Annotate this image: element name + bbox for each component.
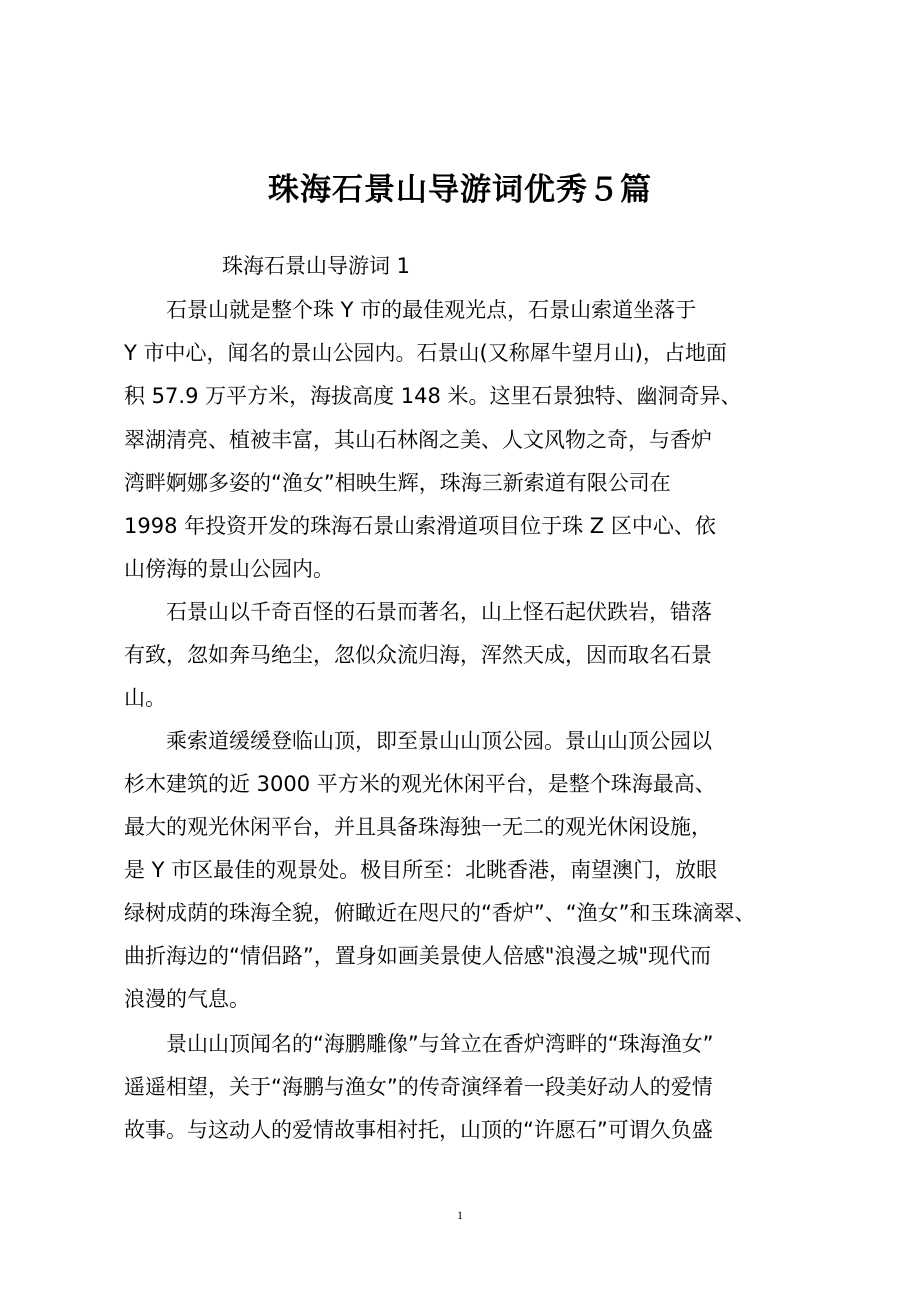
text-line: 浪漫的气息。 (124, 987, 250, 1011)
text-line: 石景山以千奇百怪的石景而著名，山上怪石起伏跌岩，错落 (124, 600, 712, 624)
document-title: 珠海石景山导游词优秀５篇 (268, 172, 652, 208)
text-line: 积 57.9 万平方米，海拔高度 148 米。这里石景独特、幽洞奇异、 (124, 384, 742, 408)
text-line: 山。 (124, 686, 166, 710)
text-line: 是 Y 市区最佳的观景处。极目所至：北眺香港，南望澳门，放眼 (124, 858, 718, 882)
page-number: 1 (457, 1208, 463, 1222)
text-line: 山傍海的景山公园内。 (124, 557, 334, 581)
text-line: 景山山顶闻名的“海鹏雕像”与耸立在香炉湾畔的“珠海渔女” (124, 1032, 714, 1056)
text-line: 翠湖清亮、植被丰富，其山石林阁之美、人文风物之奇，与香炉 (124, 428, 712, 452)
text-line: 石景山就是整个珠 Y 市的最佳观光点，石景山索道坐落于 (124, 298, 697, 322)
text-line: 湾畔婀娜多姿的“渔女”相映生辉，珠海三新索道有限公司在 (124, 471, 671, 495)
text-line: 绿树成荫的珠海全貌，俯瞰近在咫尺的“香炉”、“渔女”和玉珠滴翠、 (124, 901, 756, 925)
text-line: 杉木建筑的近 3000 平方米的观光休闲平台，是整个珠海最高、 (124, 772, 716, 796)
text-line: 乘索道缓缓登临山顶，即至景山山顶公园。景山山顶公园以 (124, 729, 712, 753)
text-line: 最大的观光休闲平台，并且具备珠海独一无二的观光休闲设施， (124, 815, 712, 839)
text-line: 曲折海边的“情侣路”，置身如画美景使人倍感"浪漫之城"现代而 (124, 944, 712, 968)
text-line: Y 市中心，闻名的景山公园内。石景山(又称犀牛望月山)，占地面 (124, 341, 727, 365)
text-line: 遥遥相望，关于“海鹏与渔女”的传奇演绎着一段美好动人的爱情 (124, 1075, 713, 1099)
text-line: 1998 年投资开发的珠海石景山索滑道项目位于珠 Z 区中心、依 (124, 514, 716, 538)
text-line: 故事。与这动人的爱情故事相衬托，山顶的“许愿石”可谓久负盛 (124, 1118, 713, 1142)
text-line: 有致，忽如奔马绝尘，忽似众流归海，浑然天成，因而取名石景 (124, 643, 712, 667)
section-heading: 珠海石景山导游词 1 (222, 254, 411, 278)
